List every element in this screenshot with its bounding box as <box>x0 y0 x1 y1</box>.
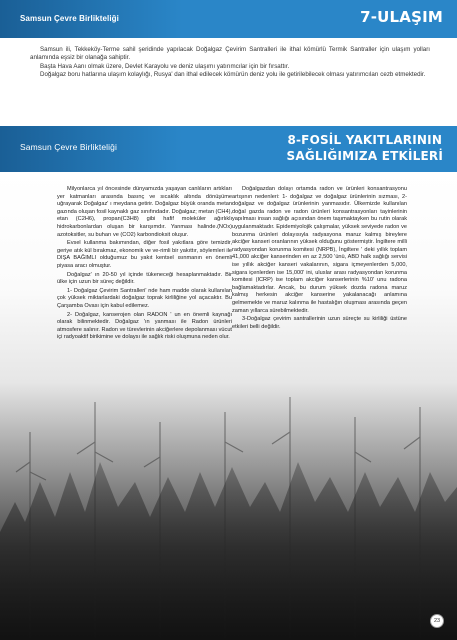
paragraph: 2- Doğalgaz, kanserojen olan RADON ' un en önemli kaynağı olarak bilinmektedir. Doğalgaz 'ın yanması ile Radon ürünleri atmosfere salınır. Radon ve türevlerinin akciğerlere depolanması vücut içi radyoaktif birikimine ve dolaysı ile sağlık riski oluşmuna neden olur. <box>57 311 232 341</box>
paragraph: 1- Doğalgaz Çevirim Santralleri' nde ham madde olarak kullanılan çok yüksek miktarlardaki doğalgaz toprak kirliliğine yol açacaktır. Bu Çarşamba Ovası için kabul edilemez. <box>57 287 232 309</box>
section-banner <box>0 126 457 172</box>
paragraph: Evsel kullanma bakımından, diğer fosil yakıtlara göre temizdir, geriye atık kül bırakmaz, ekonomik ve ve-rimli bir yakıttır, söylemleri ile DIŞA BAĞIMLI olduğumuz bu yakıt kentsel ısınmanın en önemli piyasa aracı olmuştur. <box>57 240 232 269</box>
paragraph: 3-Doğalgaz çevirim santrallerinin uzun süreçte su kirliliği üstüne etkileri belli değildir. <box>232 316 407 330</box>
section-heading <box>287 132 443 164</box>
paragraph: Samsun ili, Tekkeköy-Terme sahil şeridinde yapılacak Doğalgaz Çevirim Santralleri ile ithal kömürlü Termik Santraller için ulaşım yolları anlamında eşsiz bir olanağa sahiptir. <box>30 46 430 62</box>
org-name: Samsun Çevre Birlikteliği <box>20 142 117 152</box>
paragraph: Doğalgazdan dolayı ortamda radon ve ürünleri konsantrasyonu artışının nedenleri: 1- doğalgaz ve doğalgaz ürünlerinin sızması, 2-doğalgaz ve doğalgaz ürünlerinin yanmasıdır. Ülkemizde kullanılan doğal gazda radon ve radon ürünleri konsantrasyonları tayinlerinin yapılması insan sağlığı açısından önem taşımaktayken bu rutin olarak uygulanmaktadır. Epidemiyolojik çalışmalar, yüksek seviyede radon ve bozunma ürünleri dolayısıyla radyasyona maruz kalmış bireylere akciğer kanseri oranlarının yüksek olduğunu göstermiştir. İngiltere milli radyasyondan korunma komitesi (NRPB), İngiltere ' deki yıllık toplam 41,000 akciğer kanserinden en az 2,500 'ünü, ABD halk sağlığı servisi ise yıllık akciğer kanseri vakalarının, sigara içmeyenlerden 5,000, sigara içenlerden ise 15,000' ini, uluslar arası radyasyondan korunma komitesi (ICRP) ise toplam akciğer kanserlerinin %10' unu radona bağlamaktadırlar. Ancak, bu durum yüksek dozda radona maruz kalmış herkesin akciğer kanserine yakalanacağı anlamına gelmemekte ve maruz kalınma ile hastalığın oluşması arasında geçen zaman yıllarca sürebilmektedir. <box>232 186 407 314</box>
paragraph: Milyonlarca yıl öncesinde dünyamızda yaşayan canlıların artıkları yer katmanları arasında basınç ve sıcaklık altında dönüşüme uğrayarak Doğalgaz' ı meydana getirir. Doğalgaz büyük oranda metan gazında oluşan fosil kaynaklı gaz sınıfındadır. Doğalgaz; metan (CH4), etan (C2H6), propan(C3H8) gibi hafif moleküler ağırlıklı hidrokarbonlardan oluşan bir karışımdır. Yanması halinde.(NOx) azotoksitler, su buharı ve (CO2) karbondioksit oluşur. <box>57 186 232 238</box>
section-heading-line1: 8-FOSİL YAKITLARININ <box>287 133 443 147</box>
paragraph: Başta Hava Aanı olmak üzere, Devlet Karayolu ve deniz ulaşımı yatırımcılar için bir fırsattır. <box>40 62 290 70</box>
top-header-band <box>0 0 457 38</box>
section-heading-line2: SAĞLIĞIMIZA ETKİLERİ <box>286 149 443 163</box>
text-column-left <box>57 186 232 343</box>
intro-text <box>30 46 430 80</box>
org-name: Samsun Çevre Birlikteliği <box>20 14 119 23</box>
paragraph: Doğalgaz boru hatlarına ulaşım kolaylığı, Rusya' dan ithal edilecek kömürün deniz yolu ile getirilebilecek olması yatırımcıları cezb etmektedir. <box>40 71 426 79</box>
page-number: 23 <box>430 614 444 628</box>
section-title: 7-ULAŞIM <box>360 8 443 26</box>
paragraph: Doğalgaz' ın 20-50 yıl içinde tükeneceği hesaplanmaktadır. Bir ülke için uzun bir süreç değildir. <box>57 271 232 286</box>
text-column-right <box>232 186 407 332</box>
